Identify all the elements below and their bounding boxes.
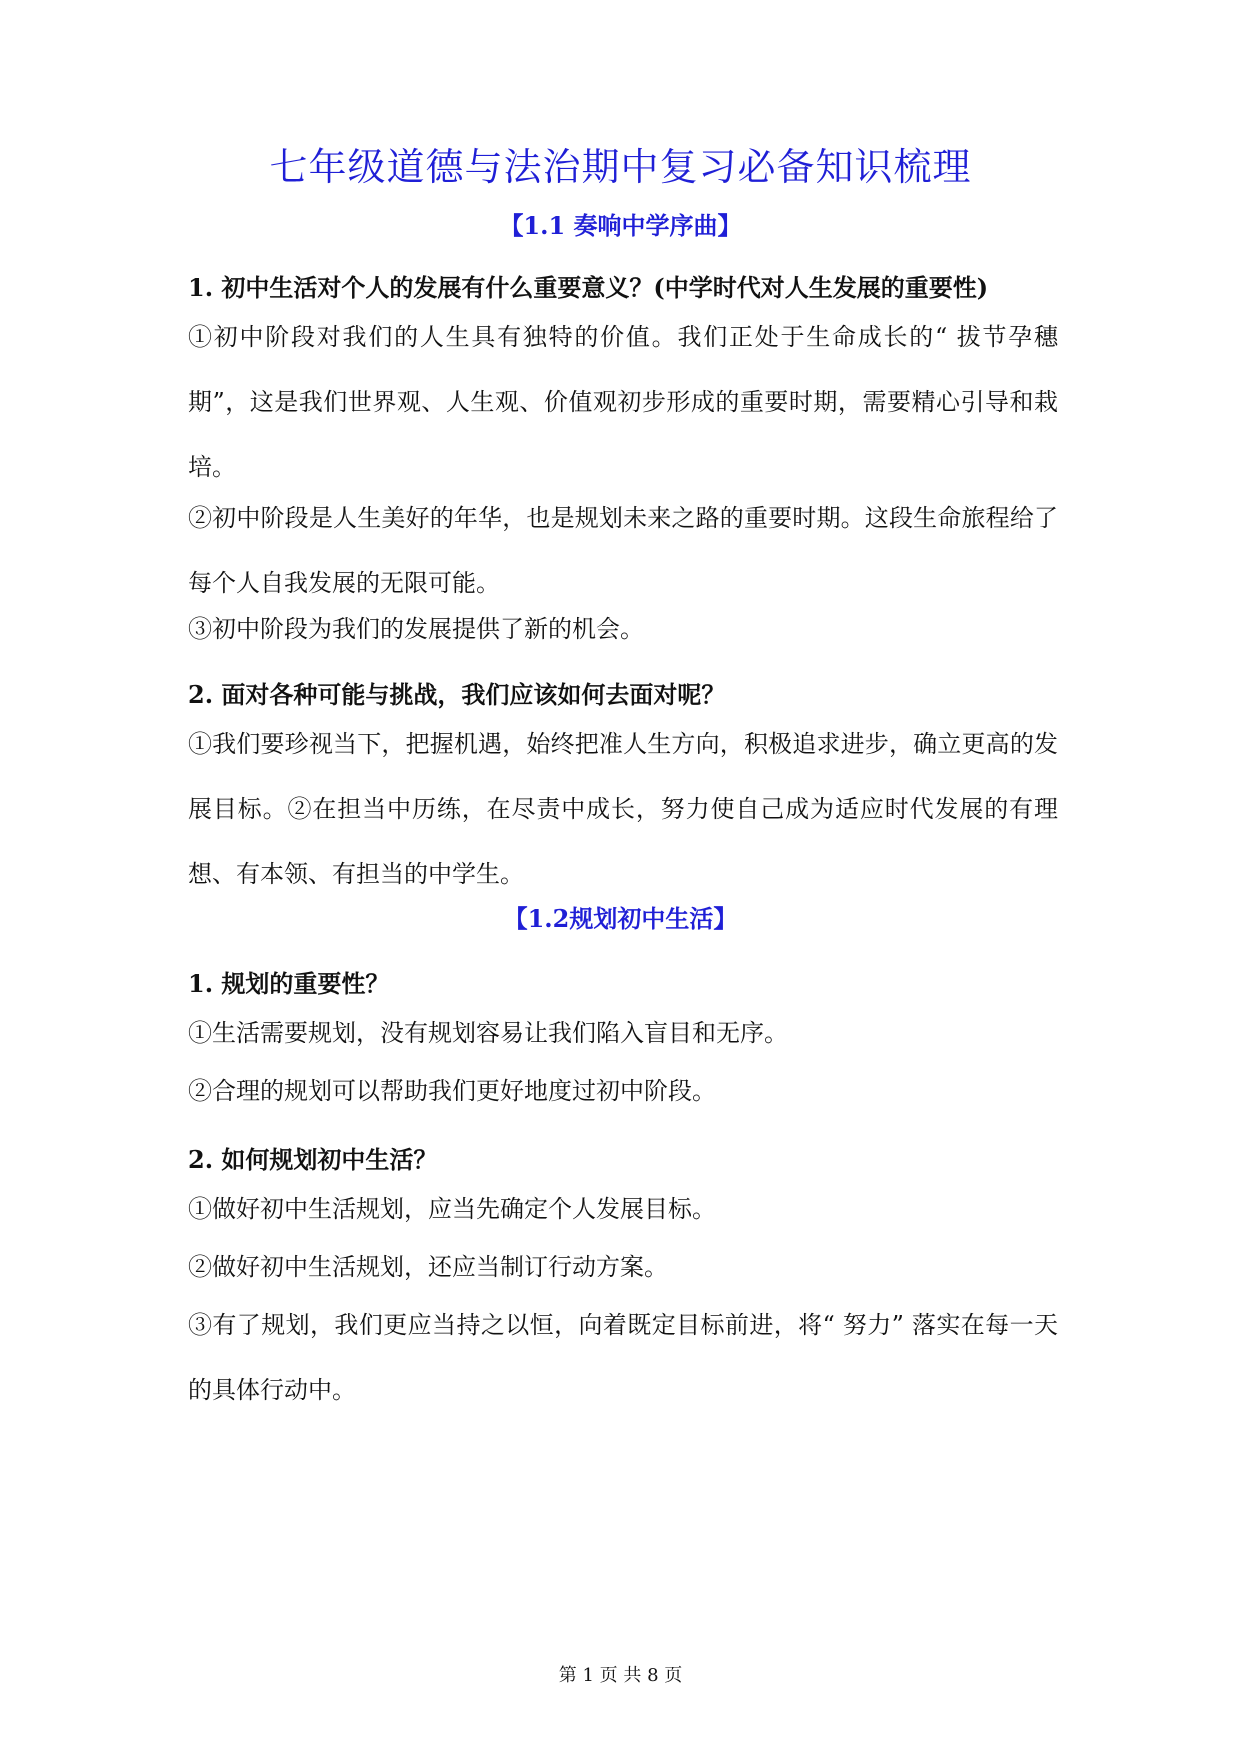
section-heading-1-2: 【1.2规划初中生活】 xyxy=(503,904,738,933)
paragraph-1-1-2-a: ①我们要珍视当下，把握机遇，始终把准人生方向，积极追求进步，确立更高的发展目标。②在担当中历练，在尽责中成长，努力使自己成为适应时代发展的有理想、有本领、有担当的中学生。 xyxy=(188,730,1058,888)
question-1-1-2: 2. 面对各种可能与挑战，我们应该如何去面对呢？ xyxy=(188,680,726,709)
paragraph-1-1-1-a: ①初中阶段对我们的人生具有独特的价值。我们正处于生命成长的“ 拔节孕穗期”，这是我们世界观、人生观、价值观初步形成的重要时期，需要精心引导和栽培。 xyxy=(188,323,1058,481)
page-footer: 第 1 页 共 8 页 xyxy=(558,1665,683,1686)
paragraph-1-2-1-a: ①生活需要规划，没有规划容易让我们陷入盲目和无序。 xyxy=(188,1019,788,1047)
section-heading-1-1: 【1.1 奏响中学序曲】 xyxy=(499,211,742,240)
paragraph-1-2-2-b: ②做好初中生活规划，还应当制订行动方案。 xyxy=(188,1253,668,1281)
paragraph-1-1-1-b: ②初中阶段是人生美好的年华，也是规划未来之路的重要时期。这段生命旅程给了每个人自我发展的无限可能。 xyxy=(188,504,1058,597)
question-1-1-1: 1. 初中生活对个人的发展有什么重要意义？(中学时代对人生发展的重要性) xyxy=(188,273,989,302)
document-title: 七年级道德与法治期中复习必备知识梳理 xyxy=(269,145,972,189)
paragraph-1-2-2-a: ①做好初中生活规划，应当先确定个人发展目标。 xyxy=(188,1195,716,1223)
question-1-2-1: 1. 规划的重要性？ xyxy=(188,969,390,998)
paragraph-1-2-2-c: ③有了规划，我们更应当持之以恒，向着既定目标前进，将“ 努力” 落实在每一天的具体行动中。 xyxy=(188,1311,1058,1404)
paragraph-1-2-1-b: ②合理的规划可以帮助我们更好地度过初中阶段。 xyxy=(188,1077,716,1105)
question-1-2-2: 2. 如何规划初中生活？ xyxy=(188,1145,438,1174)
paragraph-1-1-1-c: ③初中阶段为我们的发展提供了新的机会。 xyxy=(188,615,644,643)
